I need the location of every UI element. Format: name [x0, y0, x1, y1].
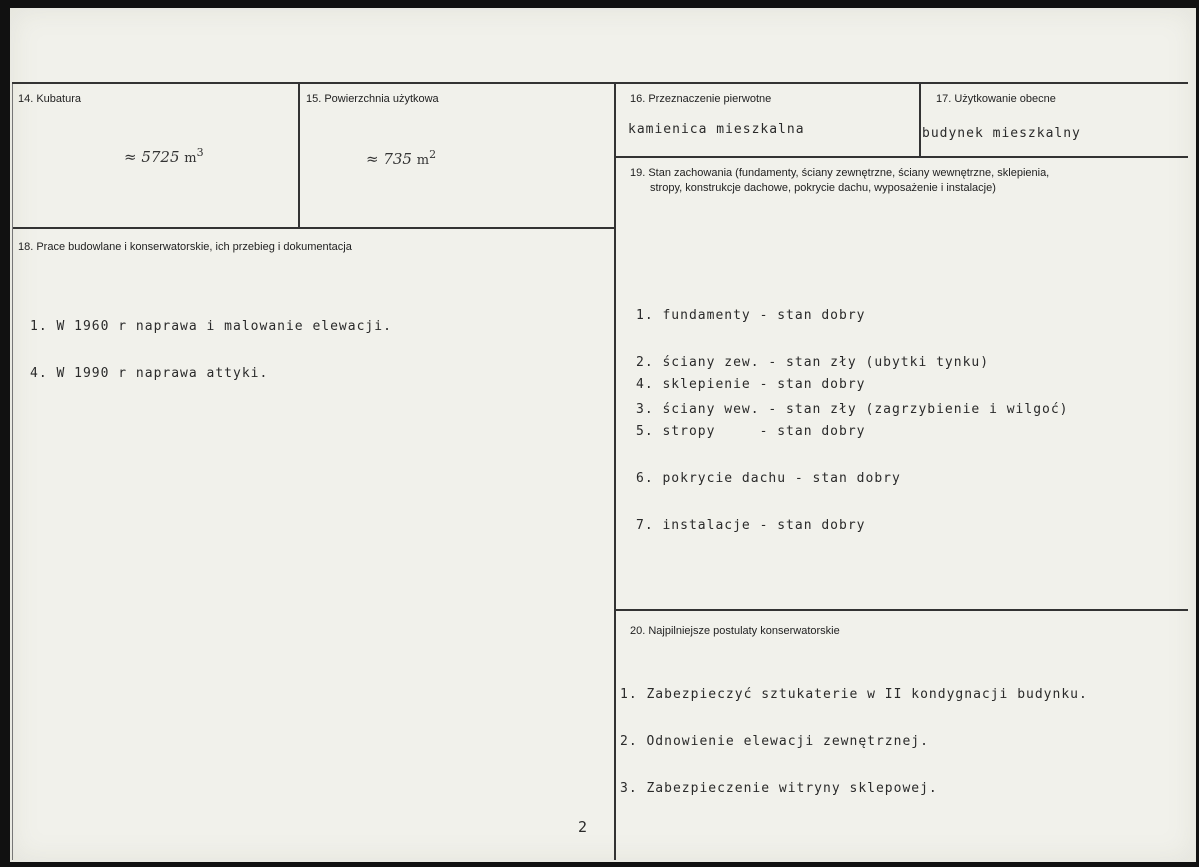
list-item: 4. sklepienie - stan dobry — [636, 377, 866, 392]
rule-above-20 — [616, 609, 1188, 611]
field-14-label: 14. Kubatura — [18, 93, 81, 105]
field-18-label: 18. Prace budowlane i konserwatorskie, ich przebieg i dokumentacja — [18, 241, 352, 253]
list-item: 2. ściany zew. - stan zły (ubytki tynku) — [636, 355, 990, 370]
field-14-value — [124, 146, 204, 166]
kubatura-exp: 3 — [196, 146, 204, 159]
powierzchnia-exp: 2 — [429, 148, 437, 161]
list-item: 6. pokrycie dachu - stan dobry — [636, 471, 901, 486]
kubatura-unit: m — [184, 151, 197, 166]
list-item: 1. W 1960 r naprawa i malowanie elewacji. — [30, 319, 392, 334]
list-item: 7. instalacje - stan dobry — [636, 518, 866, 533]
field-19-label-line2: stropy, konstrukcje dachowe, pokrycie dachu, wyposażenie i instalacje) — [650, 182, 996, 194]
divider-14-15 — [298, 84, 300, 229]
list-item: 1. Zabezpieczyć sztukaterie w II kondygnacji budynku. — [620, 687, 1088, 702]
list-item: 1. fundamenty - stan dobry — [636, 308, 866, 323]
left-edge — [12, 84, 13, 860]
divider-16-17 — [919, 84, 921, 157]
rule-under-16-17 — [616, 156, 1188, 158]
field-20-label: 20. Najpilniejsze postulaty konserwatorskie — [630, 625, 840, 637]
top-rule — [12, 82, 1188, 84]
field-17-label: 17. Użytkowanie obecne — [936, 93, 1056, 105]
powierzchnia-value: ≈ 735 — [366, 150, 412, 168]
list-item: 2. Odnowienie elewacji zewnętrznej. — [620, 734, 929, 749]
kubatura-value: ≈ 5725 — [124, 148, 180, 166]
field-15-value — [366, 148, 436, 168]
field-19-group2 — [636, 346, 901, 549]
list-item: 3. ściany wew. - stan zły (zagrzybienie i wilgoć) — [636, 402, 1069, 417]
divider-main — [614, 84, 616, 860]
field-15-label: 15. Powierzchnia użytkowa — [306, 93, 439, 105]
page-number: 2 — [578, 818, 589, 836]
field-19-label-line1: 19. Stan zachowania (fundamenty, ściany zewnętrzne, ściany wewnętrzne, sklepienia, — [630, 167, 1050, 179]
list-item: 3. Zabezpieczenie witryny sklepowej. — [620, 781, 938, 796]
field-19-label — [630, 166, 1049, 196]
list-item: 4. W 1990 r naprawa attyki. — [30, 366, 269, 381]
field-20-lines — [620, 656, 1088, 812]
field-16-label: 16. Przeznaczenie pierwotne — [630, 93, 772, 105]
field-18-lines — [30, 288, 392, 397]
field-16-value: kamienica mieszkalna — [628, 122, 805, 137]
powierzchnia-unit: m — [416, 153, 430, 168]
field-17-value: budynek mieszkalny — [922, 126, 1081, 141]
rule-under-14-15 — [12, 227, 616, 229]
list-item: 5. stropy - stan dobry — [636, 424, 866, 439]
